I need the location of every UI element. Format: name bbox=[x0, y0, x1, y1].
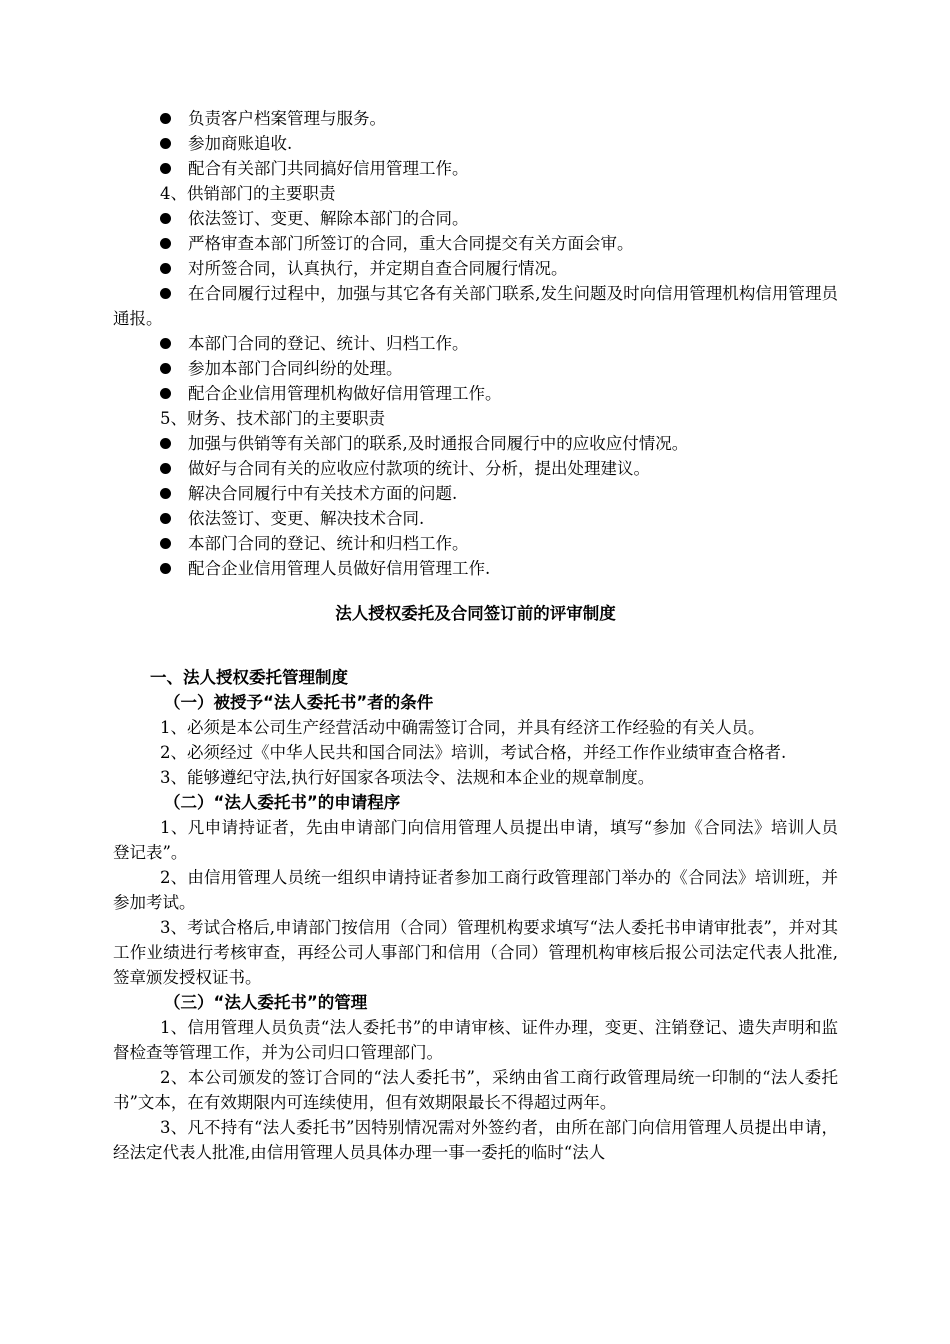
paragraph: 1、必须是本公司生产经营活动中确需签订合同，并具有经济工作经验的有关人员。 bbox=[160, 718, 765, 737]
document-title: 法人授权委托及合同签订前的评审制度 bbox=[335, 604, 616, 623]
bullet-icon bbox=[160, 488, 171, 499]
bullet-icon bbox=[160, 513, 171, 524]
section-heading: 4、供销部门的主要职责 bbox=[160, 184, 336, 203]
paragraph: 3、凡不持有“法人委托书”因特别情况需对外签约者，由所在部门向信用管理人员提出申请，经法定代表人批准,由信用管理人员具体办理一事一委托的临时“法人 bbox=[113, 1118, 838, 1162]
part-heading: 一、法人授权委托管理制度 bbox=[150, 668, 348, 687]
subsection-heading: （二）“法人委托书”的申请程序 bbox=[164, 793, 401, 812]
bullet-icon bbox=[160, 163, 171, 174]
list-item: 依法签订、变更、解决技术合同. bbox=[113, 506, 838, 531]
list-item: 本部门合同的登记、统计、归档工作。 bbox=[113, 331, 838, 356]
bullet-icon bbox=[160, 113, 171, 124]
list-item: 对所签合同，认真执行，并定期自查合同履行情况。 bbox=[113, 256, 838, 281]
paragraph: 3、能够遵纪守法,执行好国家各项法令、法规和本企业的规章制度。 bbox=[160, 768, 655, 787]
paragraph: 1、信用管理人员负责“法人委托书”的申请审核、证件办理，变更、注销登记、遗失声明和监督检查等管理工作，并为公司归口管理部门。 bbox=[113, 1018, 838, 1062]
list-item: 配合企业信用管理人员做好信用管理工作. bbox=[113, 556, 838, 581]
bullet-icon bbox=[160, 388, 171, 399]
bullet-icon bbox=[160, 213, 171, 224]
list-item: 配合有关部门共同搞好信用管理工作。 bbox=[113, 156, 838, 181]
list-item: 依法签订、变更、解除本部门的合同。 bbox=[113, 206, 838, 231]
list-item: 做好与合同有关的应收应付款项的统计、分析，提出处理建议。 bbox=[113, 456, 838, 481]
list-item: 配合企业信用管理机构做好信用管理工作。 bbox=[113, 381, 838, 406]
document-body bbox=[113, 106, 838, 1165]
bullet-icon bbox=[160, 263, 171, 274]
list-item: 加强与供销等有关部门的联系,及时通报合同履行中的应收应付情况。 bbox=[113, 431, 838, 456]
subsection-heading: （一）被授予“法人委托书”者的条件 bbox=[164, 693, 434, 712]
paragraph: 2、必须经过《中华人民共和国合同法》培训，考试合格，并经工作作业绩审查合格者. bbox=[160, 743, 787, 762]
list-item: 解决合同履行中有关技术方面的问题. bbox=[113, 481, 838, 506]
bullet-icon bbox=[160, 238, 171, 249]
list-item: 本部门合同的登记、统计和归档工作。 bbox=[113, 531, 838, 556]
bullet-icon bbox=[160, 138, 171, 149]
bullet-icon bbox=[160, 463, 171, 474]
bullet-icon bbox=[160, 338, 171, 349]
bullet-icon bbox=[160, 538, 171, 549]
bullet-icon bbox=[160, 288, 171, 299]
section-heading: 5、财务、技术部门的主要职责 bbox=[160, 409, 385, 428]
list-item: 参加商账追收. bbox=[113, 131, 838, 156]
paragraph: 2、由信用管理人员统一组织申请持证者参加工商行政管理部门举办的《合同法》培训班，并参加考试。 bbox=[113, 868, 838, 912]
list-item: 参加本部门合同纠纷的处理。 bbox=[113, 356, 838, 381]
paragraph: 3、考试合格后,申请部门按信用（合同）管理机构要求填写“法人委托书申请审批表”，并对其工作业绩进行考核审查，再经公司人事部门和信用（合同）管理机构审核后报公司法定代表人批准,签章颁发授权证书。 bbox=[113, 918, 838, 987]
list-item-wrapped: 在合同履行过程中，加强与其它各有关部门联系,发生问题及时向信用管理机构信用管理员通报。 bbox=[113, 284, 838, 328]
list-item: 负责客户档案管理与服务。 bbox=[113, 106, 838, 131]
bullet-icon bbox=[160, 563, 171, 574]
bullet-icon bbox=[160, 363, 171, 374]
bullet-icon bbox=[160, 438, 171, 449]
paragraph: 1、凡申请持证者，先由申请部门向信用管理人员提出申请，填写“参加《合同法》培训人员登记表”。 bbox=[113, 818, 838, 862]
list-item: 严格审查本部门所签订的合同，重大合同提交有关方面会审。 bbox=[113, 231, 838, 256]
paragraph: 2、本公司颁发的签订合同的“法人委托书”，采纳由省工商行政管理局统一印制的“法人委托书”文本，在有效期限内可连续使用，但有效期限最长不得超过两年。 bbox=[113, 1068, 838, 1112]
subsection-heading: （三）“法人委托书”的管理 bbox=[164, 993, 368, 1012]
